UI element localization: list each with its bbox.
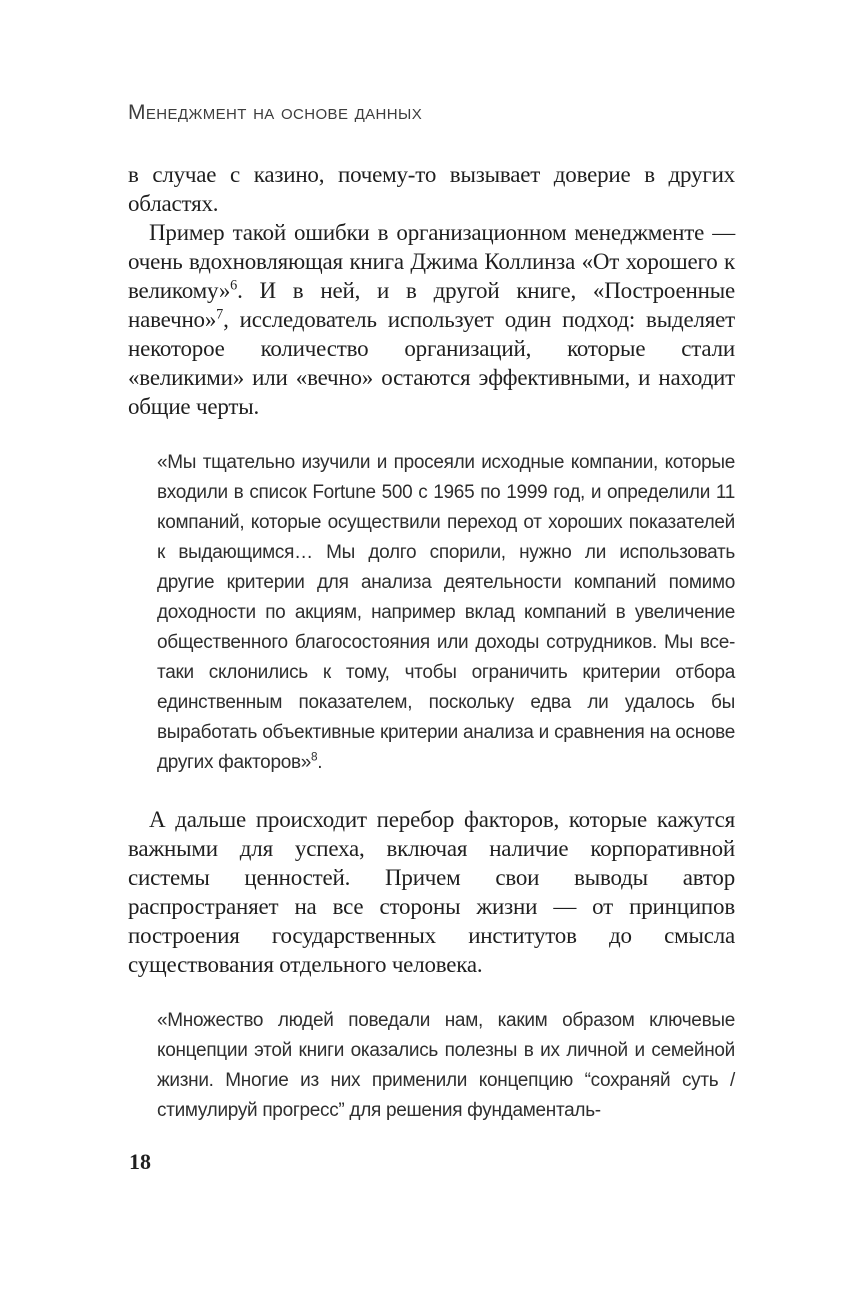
- running-header: Менеджмент на основе данных: [128, 101, 423, 124]
- quote-good-to-great: «Мы тщательно изучили и просеяли исходные компании, которые входили в список Fortune 500 с 1965 по 1999 год, и определили 11 компаний, которые осуществили переход от хороших показателей к выдающимся… Мы долго спорили, нужно ли использовать другие критерии для анализа деятельности компаний помимо доходности по акциям, например вклад компаний в увеличение общественного благосостояния или доходы сотрудников. Мы все-таки склонились к тому, чтобы ограничить критерии отбора единственным показателем, поскольку едва ли удалось бы выработать объективные критерии анализа и сравнения на основе других факторов»$^8$.: [157, 452, 735, 773]
- footnote-marker: 8: [311, 750, 318, 764]
- quote-built-to-last: «Множество людей поведали нам, каким образом ключевые концепции этой книги оказались полезны в их личной и семейной жизни. Многие из них применили концепцию “сохраняй суть / стимулируй прогресс” для решения фундаменталь-: [157, 1010, 735, 1121]
- footnote-marker: 6: [230, 277, 238, 294]
- footnote-marker: 7: [216, 306, 224, 323]
- paragraph-continuation: в случае с казино, почему-то вызывает доверие в других областях.: [128, 162, 735, 216]
- paragraph-factors-analysis: А дальше происходит перебор факторов, которые кажутся важными для успеха, включая наличие корпоративной системы ценностей. Причем свои выводы автор распространяет на все стороны жизни — от принципов построения государственных институтов до смысла существования отдельного человека.: [128, 807, 735, 977]
- page-number: 18: [129, 1149, 151, 1174]
- paragraph-collins-books: Пример такой ошибки в организационном менеджменте — очень вдохновляющая книга Джима Коллинза «От хорошего к великому»$^6$. И в ней, и в другой книге, «Построенные навечно»$^7$, исследователь использует один подход: выделяет некоторое количество организаций, которые стали «великими» или «вечно» остаются эффективными, и находит общие черты.: [128, 220, 735, 419]
- text-column: [128, 160, 735, 1153]
